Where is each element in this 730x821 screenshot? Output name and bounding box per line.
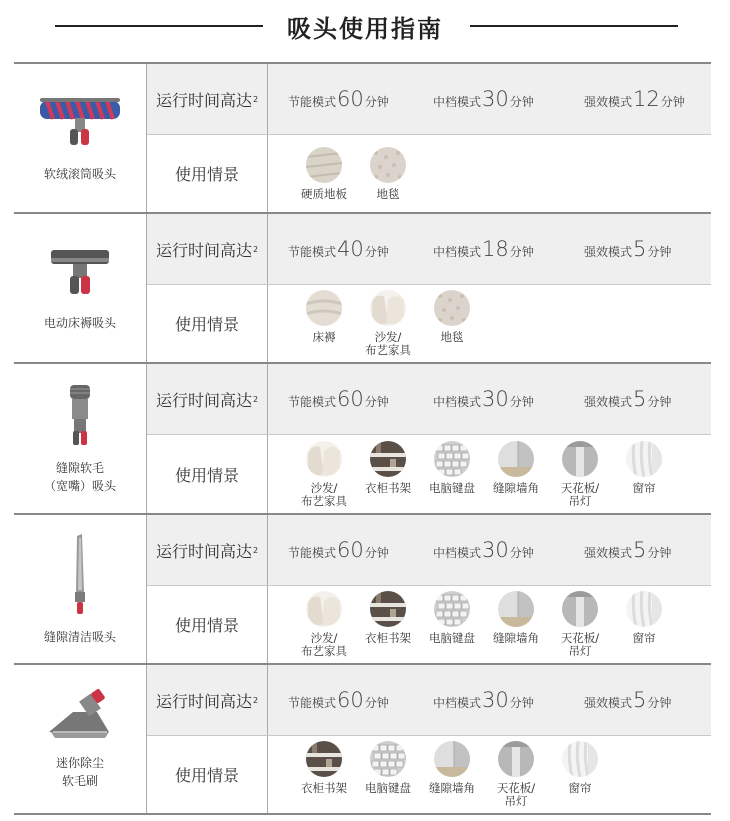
mode-unit: 分钟: [660, 95, 685, 109]
scene-label: [441, 331, 464, 344]
usage-scenes: [268, 591, 676, 658]
scene-label-line: 天花板/: [496, 781, 536, 795]
runtime-mode: [433, 387, 534, 411]
usage-label: 使用情景: [147, 135, 268, 212]
product-cell: [14, 64, 147, 212]
usage-scene: [292, 441, 356, 508]
usage-scene: [612, 591, 676, 645]
usage-scene: [612, 441, 676, 495]
usage-scene: [548, 591, 612, 658]
mode-label: 中档模式: [433, 395, 482, 409]
scene-label: [301, 782, 347, 795]
usage-scene: [356, 441, 420, 495]
keyboard-icon: [370, 741, 406, 777]
runtime-modes: [268, 515, 711, 585]
product-name: [44, 314, 116, 332]
scene-label-line: 窗帘: [632, 480, 656, 495]
nozzle-group: [14, 364, 711, 515]
crevice-tool-icon: [65, 532, 95, 618]
mode-unit: 分钟: [364, 696, 389, 710]
runtime-mode: [584, 387, 671, 411]
mode-minutes: 30: [482, 538, 509, 562]
runtime-mode: [433, 237, 534, 261]
usage-scene: [420, 441, 484, 495]
scene-label-line: 衣柜书架: [365, 480, 411, 495]
product-name-line: 缝隙清洁吸头: [43, 630, 116, 644]
runtime-row: [147, 515, 711, 586]
product-name-line: 迷你除尘: [55, 756, 104, 770]
product-cell: [14, 515, 147, 663]
product-name: [44, 628, 116, 646]
scene-label: [365, 632, 411, 645]
runtime-label-text: 运行时间高达: [155, 390, 252, 410]
nozzle-group: [14, 515, 711, 665]
mode-unit: 分钟: [364, 546, 389, 560]
mode-unit: 分钟: [647, 245, 672, 259]
runtime-label: [147, 665, 268, 735]
mode-label: 中档模式: [433, 95, 482, 109]
runtime-row: [147, 214, 711, 285]
runtime-row: [147, 665, 711, 736]
product-cell: [14, 364, 147, 513]
scene-label: [301, 188, 347, 201]
curtain-icon: [626, 591, 662, 627]
soft-roller-head-icon: [37, 93, 123, 155]
usage-scene: [420, 741, 484, 795]
product-name-line: 缝隙软毛: [55, 460, 104, 475]
runtime-mode: [584, 688, 671, 712]
spec-rows: [147, 364, 711, 513]
mode-minutes: 40: [337, 237, 364, 261]
wide-brush-head-icon: [60, 383, 100, 449]
runtime-mode: [288, 387, 389, 411]
scene-label: [365, 482, 411, 495]
scene-label-line: 电脑键盘: [429, 631, 475, 645]
runtime-mode: [288, 538, 389, 562]
runtime-modes: [268, 64, 711, 134]
product-name-line: 软毛刷: [61, 774, 98, 788]
mode-minutes: 60: [337, 87, 364, 111]
scene-label-line: 缝隙墙角: [493, 631, 539, 645]
scene-label: [429, 482, 475, 495]
page-title: 吸头使用指南: [287, 14, 443, 43]
usage-scene: [356, 591, 420, 645]
scene-label-line: 窗帘: [568, 781, 592, 795]
scene-label-line: 衣柜书架: [365, 631, 411, 645]
usage-row: [147, 285, 711, 362]
scene-label: [365, 331, 411, 357]
wall-corner-icon: [498, 591, 534, 627]
scene-label: [497, 782, 535, 808]
runtime-mode: [433, 538, 534, 562]
product-cell: [14, 214, 147, 362]
mode-label: 中档模式: [433, 546, 482, 560]
scene-label: [301, 632, 347, 658]
scene-label: [313, 331, 336, 344]
mode-label: 节能模式: [288, 395, 337, 409]
mode-minutes: 5: [633, 538, 647, 562]
usage-scene: [548, 741, 612, 795]
runtime-mode: [288, 688, 389, 712]
title-divider-right: [470, 25, 678, 27]
scene-label: [561, 482, 599, 508]
scene-label: [429, 632, 475, 645]
scene-label-line: 布艺家具: [301, 644, 347, 658]
runtime-label: [147, 364, 268, 434]
scene-label-line: 吊灯: [568, 644, 592, 658]
mode-minutes: 5: [633, 387, 647, 411]
runtime-mode: [433, 87, 534, 111]
scene-label-line: 布艺家具: [301, 493, 347, 508]
curtain-icon: [562, 741, 598, 777]
product-name-line: （宽嘴）吸头: [43, 478, 116, 493]
mode-unit: 分钟: [509, 696, 534, 710]
sofa-icon: [306, 441, 342, 477]
scene-label: [569, 782, 592, 795]
ceiling-icon: [562, 591, 598, 627]
usage-row: [147, 586, 711, 663]
spec-rows: [147, 515, 711, 663]
sofa-icon: [370, 290, 406, 326]
mode-unit: 分钟: [364, 95, 389, 109]
mode-minutes: 5: [633, 688, 647, 712]
runtime-label: [147, 515, 268, 585]
usage-row: [147, 135, 711, 212]
mattress-head-icon: [45, 244, 115, 304]
scene-label: [633, 632, 656, 645]
scene-label: [561, 632, 599, 658]
shelf-icon: [306, 741, 342, 777]
mode-minutes: 18: [482, 237, 509, 261]
usage-scene: [356, 741, 420, 795]
runtime-label: [147, 64, 268, 134]
usage-scene: [420, 290, 484, 344]
scene-label: [493, 482, 539, 495]
runtime-mode: [288, 237, 389, 261]
usage-scene: [356, 147, 420, 201]
runtime-label-text: 运行时间高达: [155, 240, 252, 260]
carpet-icon: [370, 147, 406, 183]
mode-minutes: 60: [337, 538, 364, 562]
curtain-icon: [626, 441, 662, 477]
runtime-label-text: 运行时间高达: [155, 90, 252, 110]
usage-scene: [484, 741, 548, 808]
usage-scene: [292, 147, 356, 201]
scene-label-line: 窗帘: [632, 631, 656, 645]
runtime-row: [147, 364, 711, 435]
runtime-modes: [268, 364, 711, 434]
title-bar: [0, 0, 730, 52]
nozzle-group: [14, 64, 711, 214]
mode-minutes: 5: [633, 237, 647, 261]
product-cell: [14, 665, 147, 813]
scene-label-line: 电脑键盘: [429, 480, 475, 495]
mode-unit: 分钟: [647, 395, 672, 409]
footnote-marker: 2: [252, 94, 259, 104]
mode-minutes: 30: [482, 688, 509, 712]
spec-rows: [147, 214, 711, 362]
mode-unit: 分钟: [647, 696, 672, 710]
mode-unit: 分钟: [647, 546, 672, 560]
scene-label: [377, 188, 400, 201]
mode-label: 强效模式: [584, 95, 633, 109]
scene-label-line: 地毯: [440, 330, 464, 344]
scene-label-line: 吊灯: [504, 794, 528, 808]
usage-scene: [292, 591, 356, 658]
product-name: [56, 754, 104, 790]
usage-scene: [548, 441, 612, 508]
mode-label: 强效模式: [584, 245, 633, 259]
mini-dust-brush-icon: [43, 688, 117, 744]
nozzle-group: [14, 214, 711, 364]
scene-label-line: 电脑键盘: [365, 781, 411, 795]
footnote-marker: 2: [252, 545, 259, 555]
mode-label: 节能模式: [288, 245, 337, 259]
carpet-icon: [434, 290, 470, 326]
mode-minutes: 60: [337, 387, 364, 411]
shelf-icon: [370, 441, 406, 477]
scene-label: [429, 782, 475, 795]
usage-scene: [484, 591, 548, 645]
product-name: [44, 459, 116, 495]
runtime-mode: [584, 538, 671, 562]
usage-scene: [292, 290, 356, 344]
mode-unit: 分钟: [509, 546, 534, 560]
scene-label: [633, 482, 656, 495]
usage-scene: [484, 441, 548, 495]
mode-unit: 分钟: [364, 245, 389, 259]
runtime-row: [147, 64, 711, 135]
product-name-line: 软绒滚筒吸头: [43, 167, 116, 181]
shelf-icon: [370, 591, 406, 627]
scene-label-line: 布艺家具: [365, 343, 411, 357]
scene-label-line: 吊灯: [568, 493, 592, 508]
usage-label: 使用情景: [147, 285, 268, 362]
mode-unit: 分钟: [509, 245, 534, 259]
scene-label-line: 沙发/: [310, 480, 338, 495]
runtime-modes: [268, 665, 711, 735]
usage-scene: [420, 591, 484, 645]
usage-scene: [356, 290, 420, 357]
usage-scenes: [268, 741, 612, 808]
mode-label: 节能模式: [288, 696, 337, 710]
scene-label: [365, 782, 411, 795]
wall-corner-icon: [498, 441, 534, 477]
scene-label-line: 天花板/: [560, 480, 600, 495]
sofa-icon: [306, 591, 342, 627]
mode-label: 强效模式: [584, 696, 633, 710]
usage-scenes: [268, 290, 484, 357]
usage-label: 使用情景: [147, 435, 268, 513]
mode-minutes: 30: [482, 387, 509, 411]
runtime-mode: [288, 87, 389, 111]
scene-label: [493, 632, 539, 645]
mode-minutes: 30: [482, 87, 509, 111]
runtime-mode: [433, 688, 534, 712]
mode-unit: 分钟: [509, 95, 534, 109]
runtime-mode: [584, 87, 685, 111]
spec-rows: [147, 665, 711, 813]
mode-minutes: 60: [337, 688, 364, 712]
product-name: [44, 165, 116, 183]
mode-unit: 分钟: [364, 395, 389, 409]
usage-row: [147, 736, 711, 813]
ceiling-icon: [498, 741, 534, 777]
product-name-line: 电动床褥吸头: [43, 316, 116, 330]
nozzle-group: [14, 665, 711, 815]
keyboard-icon: [434, 441, 470, 477]
spec-rows: [147, 64, 711, 212]
scene-label-line: 缝隙墙角: [429, 781, 475, 795]
scene-label-line: 衣柜书架: [301, 781, 347, 795]
scene-label-line: 天花板/: [560, 631, 600, 645]
mode-label: 强效模式: [584, 546, 633, 560]
scene-label-line: 床褥: [312, 330, 336, 344]
mode-label: 节能模式: [288, 95, 337, 109]
hard-floor-icon: [306, 147, 342, 183]
runtime-label-text: 运行时间高达: [155, 541, 252, 561]
mode-unit: 分钟: [509, 395, 534, 409]
scene-label-line: 沙发/: [374, 330, 402, 344]
usage-label: 使用情景: [147, 736, 268, 813]
footnote-marker: 2: [252, 244, 259, 254]
title-divider-left: [55, 25, 263, 27]
runtime-mode: [584, 237, 671, 261]
footnote-marker: 2: [252, 394, 259, 404]
scene-label: [301, 482, 347, 508]
mode-label: 中档模式: [433, 696, 482, 710]
mattress-icon: [306, 290, 342, 326]
scene-label-line: 地毯: [376, 186, 400, 201]
usage-row: [147, 435, 711, 513]
mode-label: 强效模式: [584, 395, 633, 409]
usage-scenes: [268, 147, 420, 201]
keyboard-icon: [434, 591, 470, 627]
mode-minutes: 12: [633, 87, 660, 111]
scene-label-line: 沙发/: [310, 631, 338, 645]
nozzle-guide-table: [14, 62, 711, 815]
runtime-label-text: 运行时间高达: [155, 691, 252, 711]
runtime-label: [147, 214, 268, 284]
usage-label: 使用情景: [147, 586, 268, 663]
ceiling-icon: [562, 441, 598, 477]
mode-label: 节能模式: [288, 546, 337, 560]
mode-label: 中档模式: [433, 245, 482, 259]
wall-corner-icon: [434, 741, 470, 777]
runtime-modes: [268, 214, 711, 284]
scene-label-line: 硬质地板: [301, 186, 347, 201]
usage-scenes: [268, 441, 676, 508]
footnote-marker: 2: [252, 695, 259, 705]
scene-label-line: 缝隙墙角: [493, 480, 539, 495]
usage-scene: [292, 741, 356, 795]
